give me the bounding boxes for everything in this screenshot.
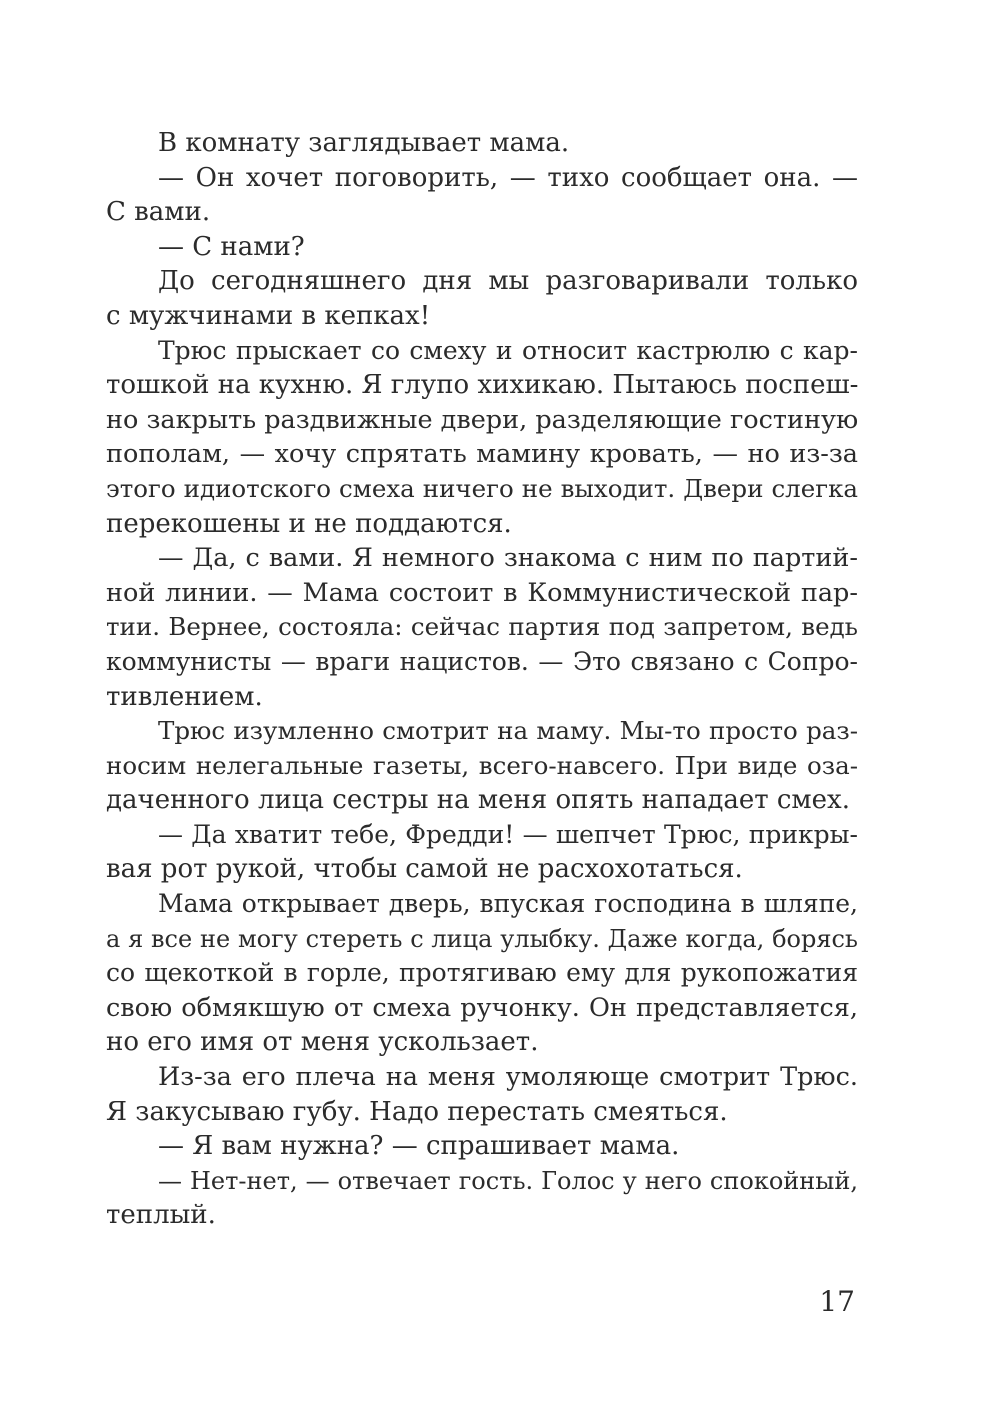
text-line: теплый. (106, 1200, 216, 1231)
text-line: В комнату заглядывает мама. (158, 128, 570, 158)
text-line: носим нелегальные газеты, всего-навсего. При виде оза- (106, 750, 858, 780)
text-line: Я закусываю губу. Надо перестать смеяться. (106, 1096, 728, 1127)
text-line: свою обмякшую от смеха ручонку. Он представляется, (106, 992, 858, 1023)
text-line: — Нет-нет, — отвечает гость. Голос у него спокойный, (158, 1166, 858, 1195)
body-text (106, 126, 858, 1233)
text-line: — Он хочет поговорить, — тихо сообщает она. — (158, 162, 858, 193)
text-line: с мужчинами в кепках! (106, 300, 431, 331)
text-line: этого идиотского смеха ничего не выходит. Двери слегка (106, 473, 858, 503)
text-line: — Да, с вами. Я немного знакома с ним по партий- (158, 543, 858, 574)
text-line: Из-за его плеча на меня умоляюще смотрит Трюс. (158, 1062, 858, 1093)
text-line: С вами. (106, 197, 211, 228)
text-line: коммунисты — враги нацистов. — Это связано с Сопро- (106, 646, 858, 676)
text-line: со щекоткой в горле, протягиваю ему для рукопожатия (106, 958, 858, 988)
text-line: перекошены и не поддаются. (106, 508, 512, 539)
text-line: Трюс прыскает со смеху и относит кастрюлю с кар- (158, 335, 858, 365)
text-line: тии. Вернее, состояла: сейчас партия под запретом, ведь (106, 612, 858, 642)
text-line: но закрыть раздвижные двери, разделяющие гостиную (106, 404, 859, 435)
text-line: — Я вам нужна? — спрашивает мама. (158, 1131, 680, 1162)
text-line: Мама открывает дверь, впуская господина в шляпе, (158, 889, 858, 919)
text-line: — С нами? (158, 231, 305, 262)
text-line: даченного лица сестры на меня опять нападает смех. (106, 785, 850, 816)
text-line: тошкой на кухню. Я глупо хихикаю. Пытаюсь поспеш- (106, 370, 859, 401)
text-line: но его имя от меня ускользает. (106, 1027, 539, 1058)
text-line: — Да хватит тебе, Фредди! — шепчет Трюс, прикры- (158, 819, 858, 849)
text-line: вая рот рукой, чтобы самой не расхохотаться. (106, 854, 743, 885)
text-line: а я все не могу стереть с лица улыбку. Даже когда, борясь (106, 924, 858, 953)
text-line: пополам, — хочу спрятать мамину кровать, — но из-за (106, 439, 858, 470)
text-line: Трюс изумленно смотрит на маму. Мы-то просто раз- (158, 716, 858, 746)
text-line: тивлением. (106, 681, 263, 712)
text-line: До сегодняшнего дня мы разговаривали только (158, 266, 858, 297)
page-number: 17 (819, 1285, 855, 1318)
text-line: ной линии. — Мама состоит в Коммунистической пар- (106, 577, 858, 608)
